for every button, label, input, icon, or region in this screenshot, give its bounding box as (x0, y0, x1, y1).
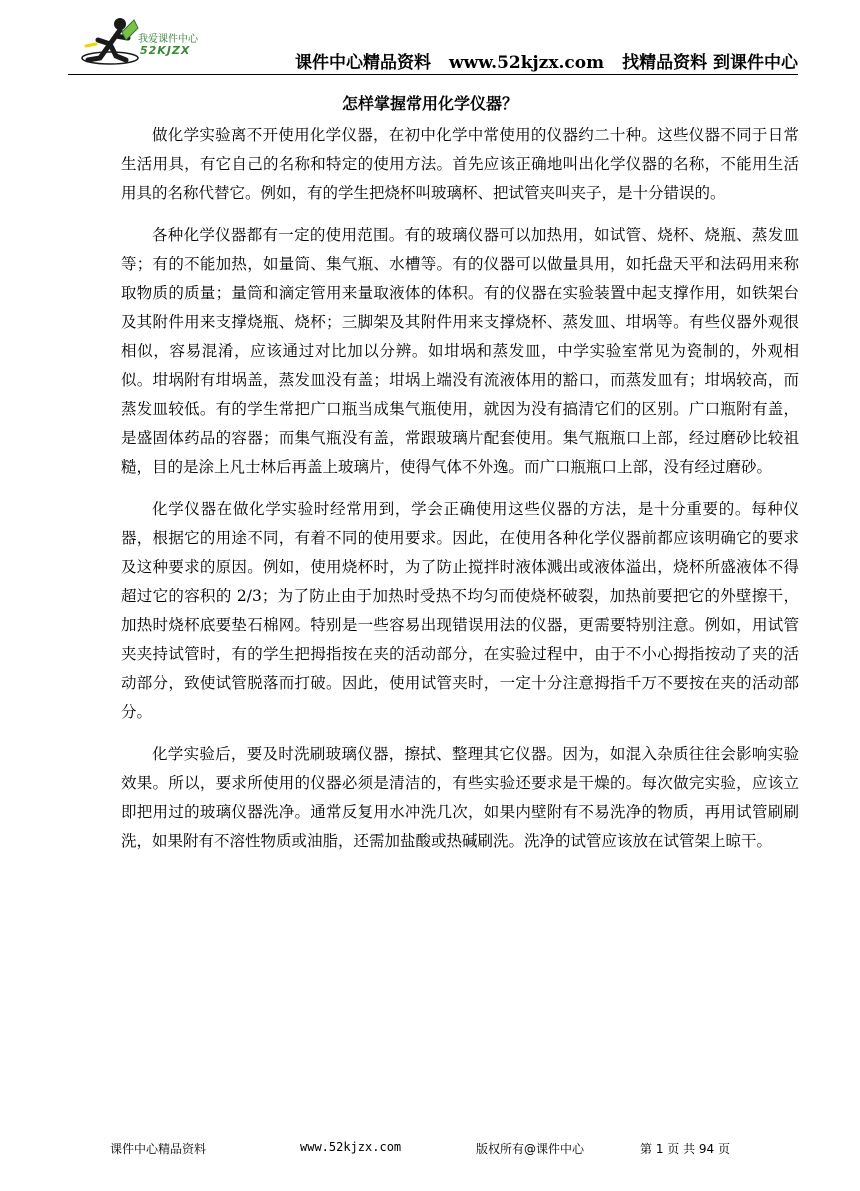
logo-text-en: 52KJZX (140, 44, 191, 57)
paragraph-2: 各种化学仪器都有一定的使用范围。有的玻璃仪器可以加热用，如试管、烧杯、烧瓶、蒸发皿等；有的不能加热，如量筒、集气瓶、水槽等。有的仪器可以做量具用，如托盘天平和法码用来称取物质的质量；量筒和滴定管用来量取液体的体积。有的仪器在实验装置中起支撑作用，如铁架台及其附件用来支撑烧瓶、烧杯；三脚架及其附件用来支撑烧杯、蒸发皿、坩埚等。有些仪器外观很相似，容易混淆，应该通过对比加以分辨。如坩埚和蒸发皿，中学实验室常见为瓷制的，外观相似。坩埚附有坩埚盖，蒸发皿没有盖；坩埚上端没有流液体用的豁口，而蒸发皿有；坩埚较高，而蒸发皿较低。有的学生常把广口瓶当成集气瓶使用，就因为没有搞清它们的区别。广口瓶附有盖，是盛固体药品的容器；而集气瓶没有盖，常跟玻璃片配套使用。集气瓶瓶口上部，经过磨砂比较祖糙，目的是涂上凡士林后再盖上玻璃片，使得气体不外逸。而广口瓶瓶口上部，没有经过磨砂。 (121, 226, 799, 476)
document-body (121, 121, 799, 869)
header-title-slogan: 找精品资料 到课件中心 (622, 53, 798, 73)
footer-page-number: 第 1 页 共 94 页 (640, 1142, 730, 1156)
running-figure-logo-icon (80, 16, 140, 74)
header-title (295, 48, 798, 73)
footer-copyright: 版权所有@课件中心 (476, 1142, 585, 1156)
document-title: 怎样掌握常用化学仪器？ (341, 94, 518, 113)
paragraph-1: 做化学实验离不开使用化学仪器，在初中化学中常使用的仪器约二十种。这些仪器不同于日常生活用具，有它自己的名称和特定的使用方法。首先应该正确地叫出化学仪器的名称，不能用生活用具的名称代替它。例如，有的学生把烧杯叫玻璃杯、把试管夹叫夹子，是十分错误的。 (121, 126, 799, 202)
footer-brand: 课件中心精品资料 (110, 1142, 207, 1156)
logo-text-cn: 我爱课件中心 (138, 34, 198, 45)
page-footer (0, 1140, 860, 1160)
header-divider (68, 74, 798, 75)
paragraph-4: 化学实验后，要及时洗刷玻璃仪器，擦拭、整理其它仪器。因为，如混入杂质往往会影响实验效果。所以，要求所使用的仪器必须是清洁的，有些实验还要求是干燥的。每次做完实验，应该立即把用过的玻璃仪器洗净。通常反复用水冲洗几次，如果内壁附有不易洗净的物质，再用试管刷刷洗，如果附有不溶性物质或油脂，还需加盐酸或热碱刷洗。洗净的试管应该放在试管架上晾干。 (121, 745, 799, 850)
header-title-url[interactable]: www.52kjzx.com (448, 53, 605, 73)
paragraph-3: 化学仪器在做化学实验时经常用到，学会正确使用这些仪器的方法，是十分重要的。每种仪器，根据它的用途不同，有着不同的使用要求。因此，在使用各种化学仪器前都应该明确它的要求及这种要求的原因。例如，使用烧杯时，为了防止搅拌时液体溅出或液体溢出，烧杯所盛液体不得超过它的容积的 2/3；为了防止由于加热时受热不均匀而使烧杯破裂，加热前要把它的外壁擦干，加热时烧杯底要垫石棉网。特别是一些容易出现错误用法的仪器，更需要特别注意。例如，用试管夹夹持试管时，有的学生把拇指按在夹的活动部分，在实验过程中，由于不小心拇指按动了夹的活动部分，致使试管脱落而打破。因此，使用试管夹时，一定十分注意拇指千万不要按在夹的活动部分。 (121, 500, 799, 721)
header-title-brand: 课件中心精品资料 (294, 53, 431, 73)
site-logo[interactable] (80, 12, 230, 74)
footer-url[interactable]: www.52kjzx.com (300, 1140, 402, 1154)
page-header (68, 12, 798, 76)
